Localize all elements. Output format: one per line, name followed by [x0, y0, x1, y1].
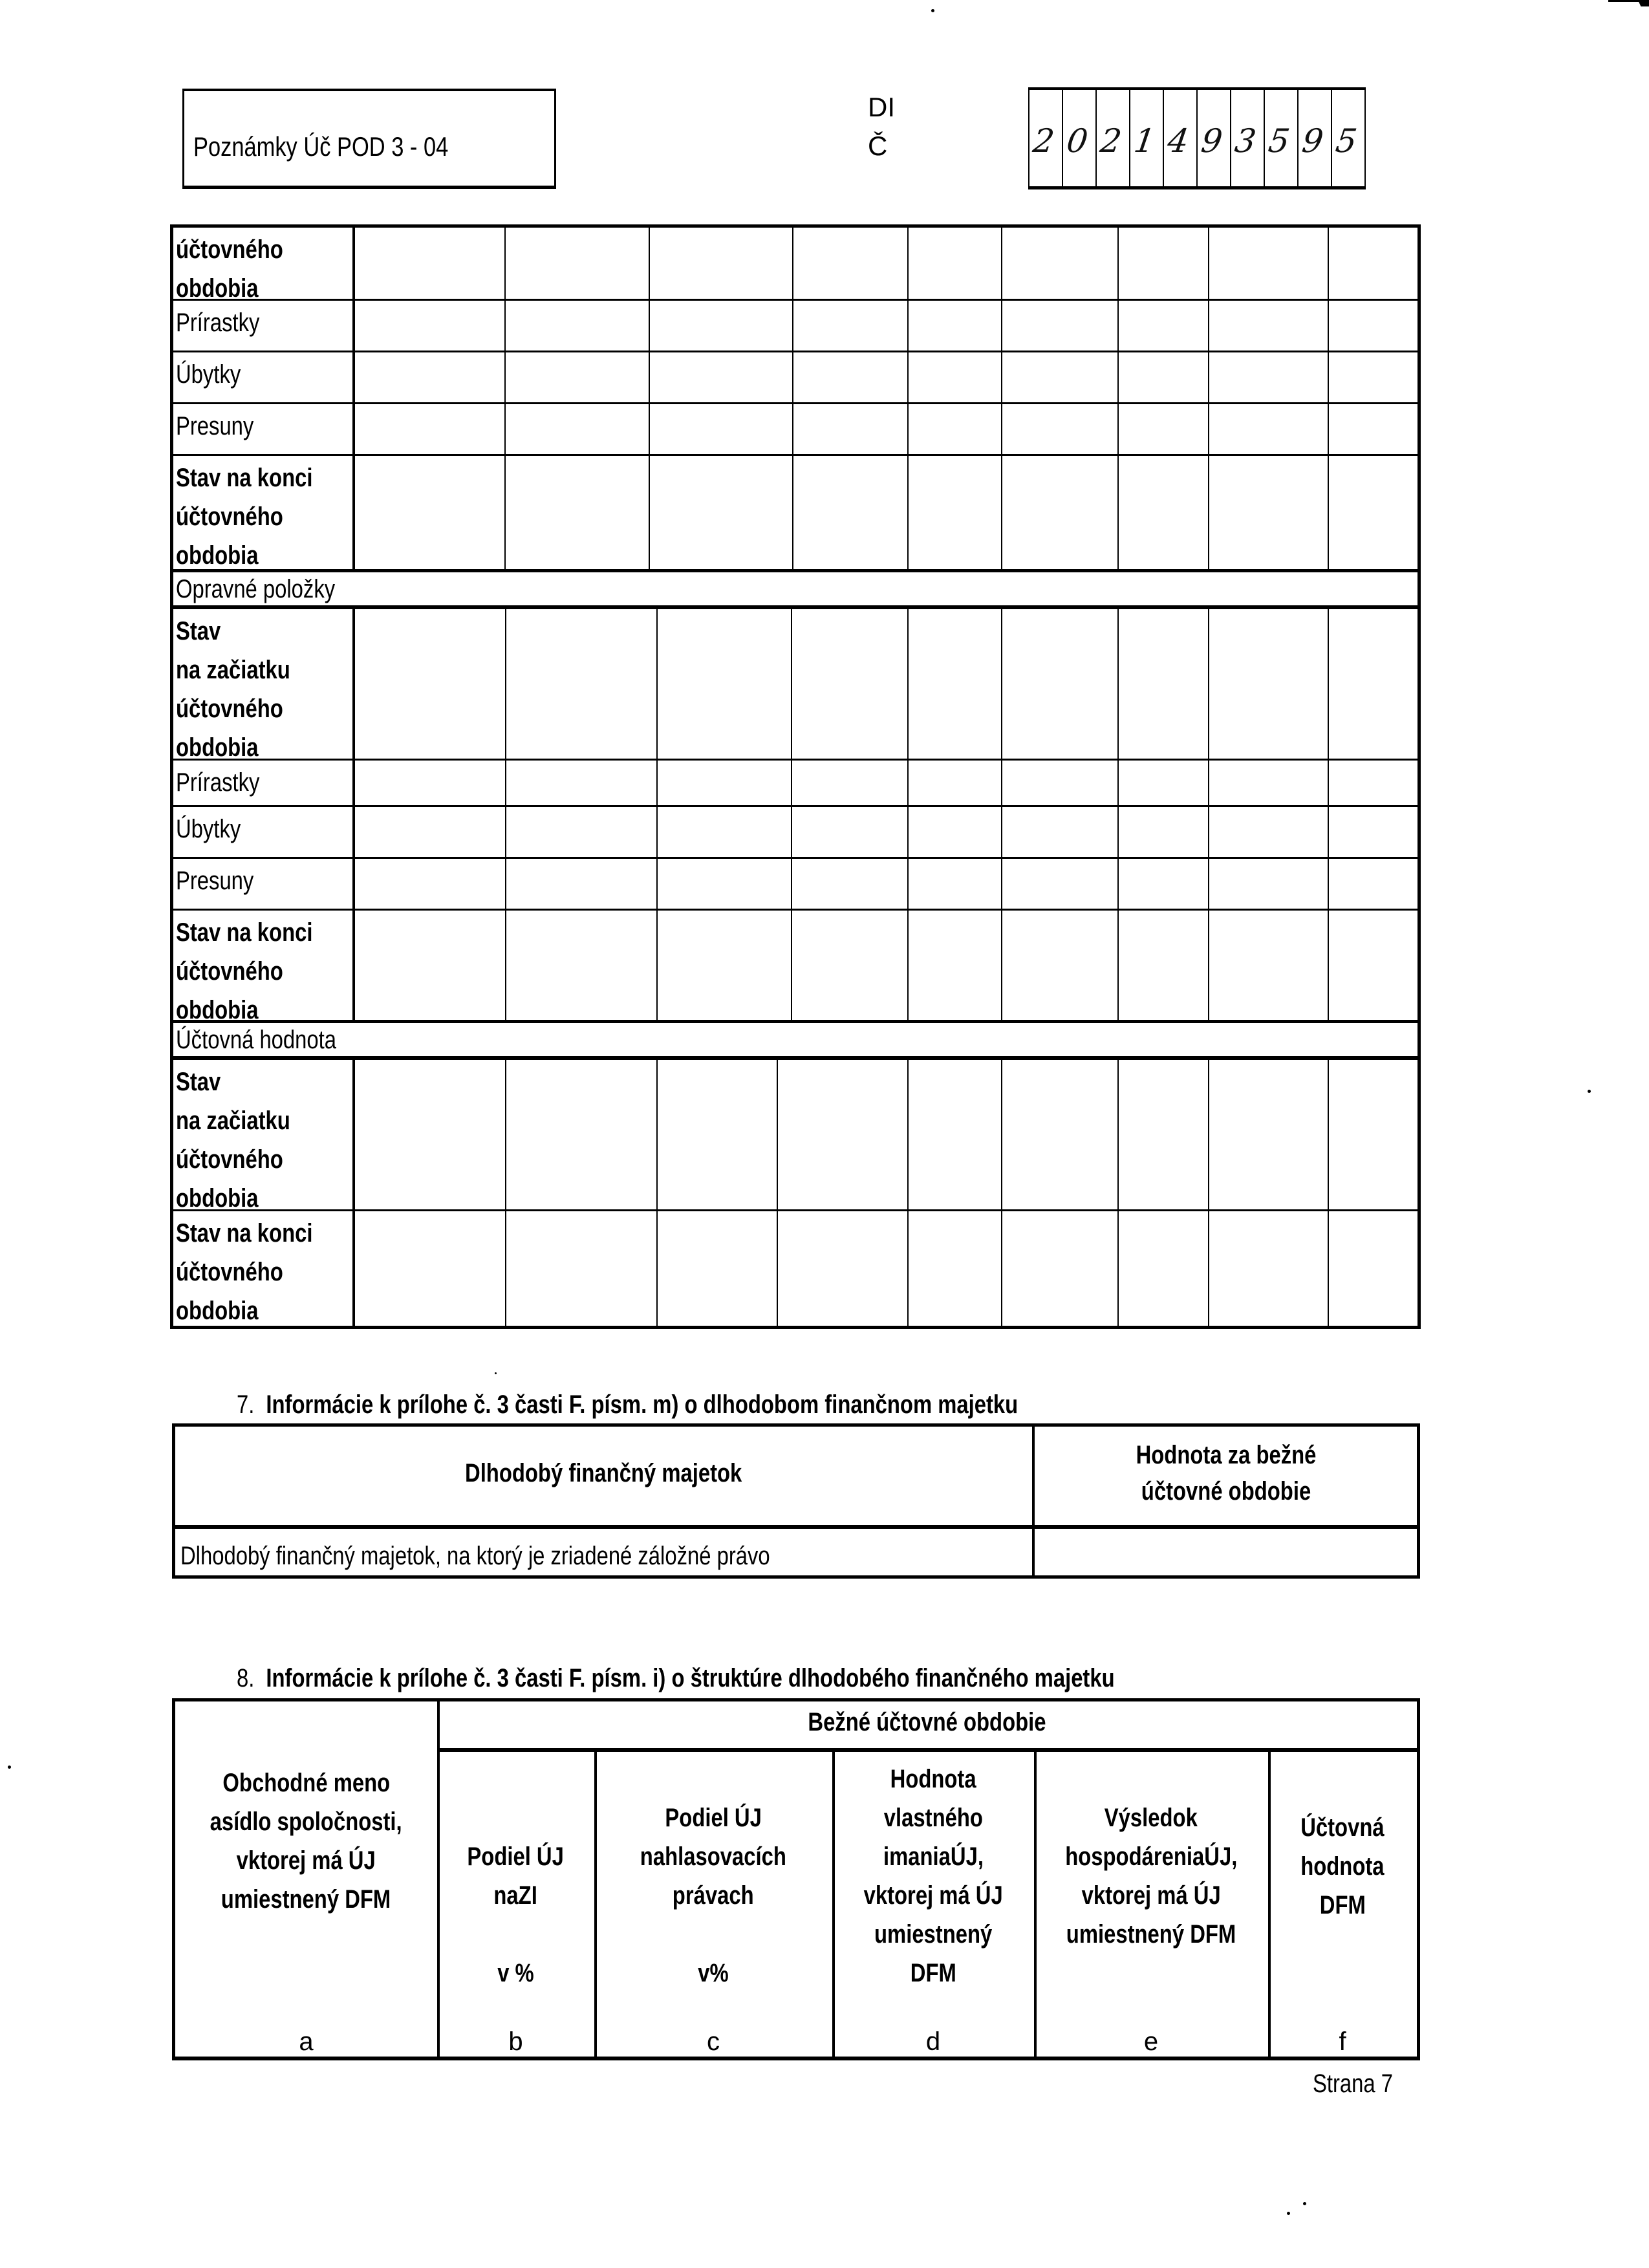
- column-divider: [1328, 609, 1329, 759]
- value-cell[interactable]: [1003, 456, 1117, 569]
- value-cell[interactable]: [909, 609, 1001, 759]
- table-row: [173, 402, 1417, 454]
- column-letter: c: [707, 2027, 720, 2056]
- value-cell[interactable]: [1330, 609, 1417, 759]
- section8-heading: [237, 1664, 1308, 1693]
- dic-digit-cell[interactable]: [1130, 90, 1164, 186]
- value-cell[interactable]: [1119, 609, 1208, 759]
- value-cell[interactable]: [793, 911, 907, 1020]
- value-cell[interactable]: [354, 859, 505, 909]
- column-divider: [1208, 609, 1209, 759]
- column-divider: [1328, 404, 1329, 454]
- value-cell[interactable]: [506, 301, 649, 351]
- dic-digit: 0: [1064, 122, 1090, 160]
- value-cell[interactable]: [1119, 807, 1208, 857]
- span-header-current-period: Bežné účtovné obdobie: [808, 1708, 1046, 1736]
- value-cell[interactable]: [1210, 301, 1328, 351]
- table-row: [173, 605, 1417, 762]
- dic-digit-cell[interactable]: [1164, 90, 1198, 186]
- value-cell[interactable]: [1330, 456, 1417, 569]
- column-divider: [1117, 228, 1119, 299]
- scan-speck: [1287, 2212, 1290, 2215]
- row-label: Stav na konci účtovného obdobia: [176, 918, 313, 1024]
- column-letter: f: [1339, 2027, 1346, 2056]
- value-cell[interactable]: [354, 404, 504, 454]
- value-cell[interactable]: [1210, 807, 1328, 857]
- table-row: [173, 759, 1417, 805]
- value-cell[interactable]: [1330, 301, 1417, 351]
- value-cell[interactable]: [354, 807, 505, 857]
- value-cell[interactable]: [1119, 1060, 1208, 1209]
- section7-number: 7.: [237, 1390, 255, 1419]
- column-divider: [656, 1211, 658, 1326]
- section7-table: [172, 1423, 1420, 1579]
- column-divider: [1001, 761, 1002, 805]
- value-cell[interactable]: [794, 228, 907, 299]
- value-cell[interactable]: [354, 609, 505, 759]
- column-divider: [1001, 352, 1002, 402]
- form-label: Poznámky Úč POD 3 - 04: [193, 131, 449, 162]
- value-cell[interactable]: [658, 859, 791, 909]
- dic-digit-cell[interactable]: [1198, 90, 1231, 186]
- value-cell[interactable]: [1003, 228, 1117, 299]
- column-divider: [1001, 404, 1002, 454]
- column-divider: [1032, 1427, 1035, 1575]
- value-cell[interactable]: [779, 1211, 907, 1326]
- column-divider: [1328, 228, 1329, 299]
- column-divider: [1208, 807, 1209, 857]
- column-divider: [504, 456, 506, 569]
- section8-table: [172, 1698, 1420, 2060]
- value-cell[interactable]: [507, 609, 656, 759]
- value-cell[interactable]: [1003, 1211, 1117, 1326]
- dic-digit: 4: [1165, 122, 1191, 160]
- column-divider: [649, 301, 650, 351]
- value-cell[interactable]: [1330, 404, 1417, 454]
- column-divider: [1208, 404, 1209, 454]
- value-cell[interactable]: [651, 456, 792, 569]
- column-divider: [1328, 807, 1329, 857]
- column-divider: [791, 761, 792, 805]
- column-divider: [792, 228, 793, 299]
- page-number: Strana 7: [1313, 2069, 1393, 2098]
- column-divider: [791, 807, 792, 857]
- column-divider: [1001, 859, 1002, 909]
- value-cell[interactable]: [354, 911, 505, 1020]
- value-cell[interactable]: [1003, 807, 1117, 857]
- column-divider: [505, 859, 506, 909]
- value-cell[interactable]: [651, 352, 792, 402]
- value-cell[interactable]: [909, 352, 1001, 402]
- column-divider: [1328, 456, 1329, 569]
- table-row: [173, 228, 1417, 303]
- column-divider: [505, 609, 506, 759]
- column-divider: [1328, 1060, 1329, 1209]
- column-divider: [1117, 609, 1119, 759]
- dic-digit: 5: [1333, 122, 1359, 160]
- column-divider: [907, 807, 909, 857]
- value-cell[interactable]: [1003, 352, 1117, 402]
- row-label: Stav na konci účtovného obdobia: [176, 1219, 313, 1325]
- column-divider: [791, 859, 792, 909]
- column-divider: [1117, 301, 1119, 351]
- value-cell[interactable]: [909, 761, 1001, 805]
- column-divider: [656, 859, 658, 909]
- table-row: [173, 909, 1417, 1024]
- value-cell[interactable]: [1210, 911, 1328, 1020]
- dic-digit: 3: [1232, 122, 1258, 160]
- value-cell[interactable]: [651, 228, 792, 299]
- value-cell[interactable]: [1119, 456, 1208, 569]
- column-divider: [504, 301, 506, 351]
- value-cell[interactable]: [793, 807, 907, 857]
- row-label: Stav na konci účtovného obdobia: [176, 464, 313, 570]
- row-label: Presuny: [176, 412, 254, 440]
- column-divider: [792, 404, 793, 454]
- value-cell[interactable]: [909, 456, 1001, 569]
- dic-digit-cell[interactable]: [1231, 90, 1265, 186]
- value-cell[interactable]: [794, 456, 907, 569]
- value-cell[interactable]: [506, 404, 649, 454]
- column-divider: [907, 456, 909, 569]
- col-header-f: Účtovná hodnota DFM: [1300, 1813, 1385, 1919]
- dic-label-line1: DI: [868, 92, 895, 122]
- column-divider: [1117, 761, 1119, 805]
- column-divider: [656, 1060, 658, 1209]
- column-divider: [1328, 761, 1329, 805]
- form-label-box: [182, 89, 556, 189]
- table-row: [173, 1056, 1417, 1213]
- value-cell[interactable]: [909, 911, 1001, 1020]
- section7-heading: [237, 1390, 1189, 1420]
- value-cell[interactable]: [1119, 911, 1208, 1020]
- dic-digit: 1: [1131, 122, 1158, 160]
- column-divider: [504, 228, 506, 299]
- value-cell[interactable]: [507, 807, 656, 857]
- column-divider: [1208, 228, 1209, 299]
- value-cell[interactable]: [794, 404, 907, 454]
- column-divider: [907, 352, 909, 402]
- value-cell[interactable]: [909, 807, 1001, 857]
- column-divider: [1117, 456, 1119, 569]
- value-cell[interactable]: [507, 1211, 656, 1326]
- table-row: [173, 299, 1417, 351]
- row-label: účtovného obdobia: [176, 235, 283, 303]
- table-row: [173, 351, 1417, 402]
- column-divider: [1208, 456, 1209, 569]
- column-divider: [1117, 807, 1119, 857]
- col-header-a: Obchodné meno asídlo spoločnosti, vktorej má ÚJ umiestnený DFM: [210, 1769, 403, 1914]
- value-cell[interactable]: [658, 1211, 777, 1326]
- column-divider: [791, 911, 792, 1020]
- value-cell[interactable]: [909, 228, 1001, 299]
- value-cell[interactable]: [1210, 1060, 1328, 1209]
- column-divider: [1328, 911, 1329, 1020]
- column-divider: [649, 456, 650, 569]
- scan-corner-mark: [1608, 0, 1649, 6]
- value-cell[interactable]: [1003, 859, 1117, 909]
- value-cell[interactable]: [507, 859, 656, 909]
- column-divider: [656, 911, 658, 1020]
- value-cell[interactable]: [779, 1060, 907, 1209]
- section7-title: Informácie k prílohe č. 3 časti F. písm. m) o dlhodobom finančnom majetku: [266, 1390, 1018, 1419]
- value-cell[interactable]: [354, 301, 504, 351]
- column-divider: [907, 1060, 909, 1209]
- value-cell[interactable]: [1330, 1211, 1417, 1326]
- column-divider: [1328, 352, 1329, 402]
- value-cell[interactable]: [1210, 404, 1328, 454]
- value-cell[interactable]: [1330, 807, 1417, 857]
- value-cell[interactable]: [658, 609, 791, 759]
- value-cell[interactable]: [354, 228, 504, 299]
- column-divider: [656, 609, 658, 759]
- value-cell[interactable]: [658, 911, 791, 1020]
- value-cell[interactable]: [507, 761, 656, 805]
- value-cell[interactable]: [793, 761, 907, 805]
- value-cell[interactable]: [354, 456, 504, 569]
- col-header-e: Výsledok hospodáreniaÚJ, vktorej má ÚJ umiestnený DFM: [1064, 1804, 1238, 1949]
- col-header-c: Podiel ÚJ nahlasovacích právach v%: [640, 1804, 787, 1987]
- column-divider: [907, 911, 909, 1020]
- column-divider: [907, 761, 909, 805]
- scan-speck: [8, 1766, 11, 1769]
- column-divider: [1208, 859, 1209, 909]
- value-cell[interactable]: [651, 404, 792, 454]
- value-cell[interactable]: [1119, 352, 1208, 402]
- column-divider: [907, 404, 909, 454]
- table-row: [173, 1209, 1417, 1326]
- column-divider: [1208, 352, 1209, 402]
- value-cell[interactable]: [1330, 228, 1417, 299]
- value-cell[interactable]: [506, 352, 649, 402]
- value-cell[interactable]: [1210, 859, 1328, 909]
- value-cell[interactable]: [658, 807, 791, 857]
- dic-digit: 5: [1266, 122, 1292, 160]
- value-cell[interactable]: [1210, 456, 1328, 569]
- col-header-b: Podiel ÚJ naZI v %: [467, 1842, 565, 1987]
- value-cell[interactable]: [506, 228, 649, 299]
- column-divider: [1328, 1211, 1329, 1326]
- column-divider: [907, 301, 909, 351]
- column-letter: b: [508, 2027, 523, 2056]
- value-cell[interactable]: [354, 761, 505, 805]
- column-divider: [656, 761, 658, 805]
- column-divider: [1001, 228, 1002, 299]
- row-label: Prírastky: [176, 308, 260, 337]
- value-cell[interactable]: [909, 1211, 1001, 1326]
- dic-digit-cell[interactable]: [1299, 90, 1332, 186]
- section-title: Opravné položky: [176, 575, 336, 603]
- dic-digit: 9: [1198, 122, 1225, 160]
- col-header-dfm: Dlhodobý finančný majetok: [465, 1459, 742, 1487]
- dic-digit-cell[interactable]: [1097, 90, 1130, 186]
- row-label: Stav na začiatku účtovného obdobia: [176, 1068, 290, 1213]
- column-divider: [1328, 301, 1329, 351]
- value-cell[interactable]: [1003, 609, 1117, 759]
- section-title: Účtovná hodnota: [176, 1026, 337, 1054]
- column-divider: [792, 301, 793, 351]
- value-cell[interactable]: [1330, 761, 1417, 805]
- column-divider: [1001, 301, 1002, 351]
- value-cell[interactable]: [909, 301, 1001, 351]
- column-divider: [1001, 807, 1002, 857]
- column-divider: [1001, 609, 1002, 759]
- column-divider: [1117, 404, 1119, 454]
- value-cell[interactable]: [1210, 1211, 1328, 1326]
- column-divider: [1001, 1060, 1002, 1209]
- column-divider: [505, 911, 506, 1020]
- scan-speck: [495, 1372, 497, 1374]
- table-row: [173, 857, 1417, 909]
- value-cell[interactable]: [1210, 228, 1328, 299]
- column-divider: [649, 228, 650, 299]
- value-cell[interactable]: [794, 301, 907, 351]
- row-label: Úbytky: [176, 360, 241, 389]
- value-cell[interactable]: [1119, 404, 1208, 454]
- value-cell[interactable]: [909, 1060, 1001, 1209]
- section-title-row: [173, 1020, 1417, 1056]
- value-cell[interactable]: [1210, 352, 1328, 402]
- value-cell[interactable]: [1119, 859, 1208, 909]
- scan-speck: [1303, 2202, 1306, 2205]
- scan-speck: [1588, 1090, 1591, 1093]
- column-divider: [649, 404, 650, 454]
- asset-movement-table: [170, 224, 1421, 1329]
- row-label-pledged-dfm: Dlhodobý finančný majetok, na ktorý je zriadené záložné právo: [180, 1542, 770, 1570]
- value-cell[interactable]: [1210, 761, 1328, 805]
- row-label: Prírastky: [176, 768, 260, 797]
- dic-digit-cell[interactable]: [1063, 90, 1097, 186]
- table-row: [173, 805, 1417, 857]
- column-divider: [1208, 301, 1209, 351]
- value-cell[interactable]: [1003, 1060, 1117, 1209]
- column-divider: [792, 456, 793, 569]
- value-cell[interactable]: [1330, 352, 1417, 402]
- column-divider: [791, 609, 792, 759]
- value-cell[interactable]: [354, 352, 504, 402]
- value-cell[interactable]: [651, 301, 792, 351]
- column-divider: [1117, 352, 1119, 402]
- column-divider: [649, 352, 650, 402]
- table-row: [173, 454, 1417, 569]
- dic-digit-cell[interactable]: [1265, 90, 1299, 186]
- column-divider: [1117, 1060, 1119, 1209]
- value-cell[interactable]: [1003, 761, 1117, 805]
- dic-label-line2: Č: [868, 131, 888, 161]
- column-divider: [1208, 1211, 1209, 1326]
- row-label: Stav na začiatku účtovného obdobia: [176, 617, 290, 762]
- col-header-value: Hodnota za bežné účtovné obdobie: [1136, 1441, 1317, 1506]
- dic-input-grid[interactable]: [1028, 87, 1366, 189]
- column-divider: [1208, 911, 1209, 1020]
- column-letter: e: [1143, 2027, 1159, 2056]
- column-divider: [1001, 911, 1002, 1020]
- column-divider: [656, 807, 658, 857]
- value-cell[interactable]: [507, 911, 656, 1020]
- column-divider: [505, 1060, 506, 1209]
- column-divider: [1208, 761, 1209, 805]
- column-divider: [505, 1211, 506, 1326]
- value-cell[interactable]: [1119, 761, 1208, 805]
- value-cell[interactable]: [658, 761, 791, 805]
- dic-digit-cell[interactable]: [1029, 90, 1063, 186]
- column-divider: [505, 761, 506, 805]
- column-letter: a: [299, 2027, 314, 2056]
- value-cell[interactable]: [909, 859, 1001, 909]
- column-divider: [1001, 1211, 1002, 1326]
- value-cell[interactable]: [794, 352, 907, 402]
- value-cell[interactable]: [1003, 404, 1117, 454]
- column-divider: [1328, 859, 1329, 909]
- value-cell[interactable]: [1119, 228, 1208, 299]
- value-cell[interactable]: [507, 1060, 656, 1209]
- column-divider: [907, 1211, 909, 1326]
- column-divider: [907, 609, 909, 759]
- row-label: Úbytky: [176, 815, 241, 843]
- value-cell[interactable]: [658, 1060, 777, 1209]
- section8-number: 8.: [237, 1664, 255, 1692]
- value-cell[interactable]: [1330, 1060, 1417, 1209]
- scan-speck: [931, 9, 934, 12]
- column-divider: [1117, 1211, 1119, 1326]
- column-divider: [505, 807, 506, 857]
- value-cell[interactable]: [793, 859, 907, 909]
- value-cell[interactable]: [793, 609, 907, 759]
- column-divider: [504, 404, 506, 454]
- column-divider: [1001, 456, 1002, 569]
- value-cell[interactable]: [1003, 911, 1117, 1020]
- value-cell[interactable]: [1119, 301, 1208, 351]
- value-cell[interactable]: [1330, 911, 1417, 1020]
- column-divider: [777, 1211, 778, 1326]
- column-letter: d: [925, 2027, 941, 2056]
- dic-digit: 9: [1299, 122, 1326, 160]
- col-header-d: Hodnota vlastného imaniaÚJ, vktorej má ÚJ umiestnený DFM: [863, 1765, 1003, 1987]
- value-cell[interactable]: [1210, 609, 1328, 759]
- row-label: Presuny: [176, 867, 254, 895]
- value-cell[interactable]: [506, 456, 649, 569]
- column-divider: [1208, 1060, 1209, 1209]
- value-cell[interactable]: [1003, 301, 1117, 351]
- section8-title: Informácie k prílohe č. 3 časti F. písm. i) o štruktúre dlhodobého finančného majetku: [266, 1664, 1115, 1692]
- column-divider: [1117, 911, 1119, 1020]
- dic-digit-cell[interactable]: [1332, 90, 1366, 186]
- pledged-dfm-value-field[interactable]: [1035, 1529, 1417, 1575]
- value-cell[interactable]: [1330, 859, 1417, 909]
- column-divider: [777, 1060, 778, 1209]
- dic-digit: 2: [1097, 122, 1124, 160]
- column-divider: [1117, 859, 1119, 909]
- column-divider: [504, 352, 506, 402]
- value-cell[interactable]: [909, 404, 1001, 454]
- dic-digit: 2: [1030, 122, 1057, 160]
- value-cell[interactable]: [1119, 1211, 1208, 1326]
- section-title-row: [173, 569, 1417, 605]
- column-divider: [907, 228, 909, 299]
- column-divider: [792, 352, 793, 402]
- column-divider: [907, 859, 909, 909]
- value-cell[interactable]: [354, 1211, 505, 1326]
- value-cell[interactable]: [354, 1060, 505, 1209]
